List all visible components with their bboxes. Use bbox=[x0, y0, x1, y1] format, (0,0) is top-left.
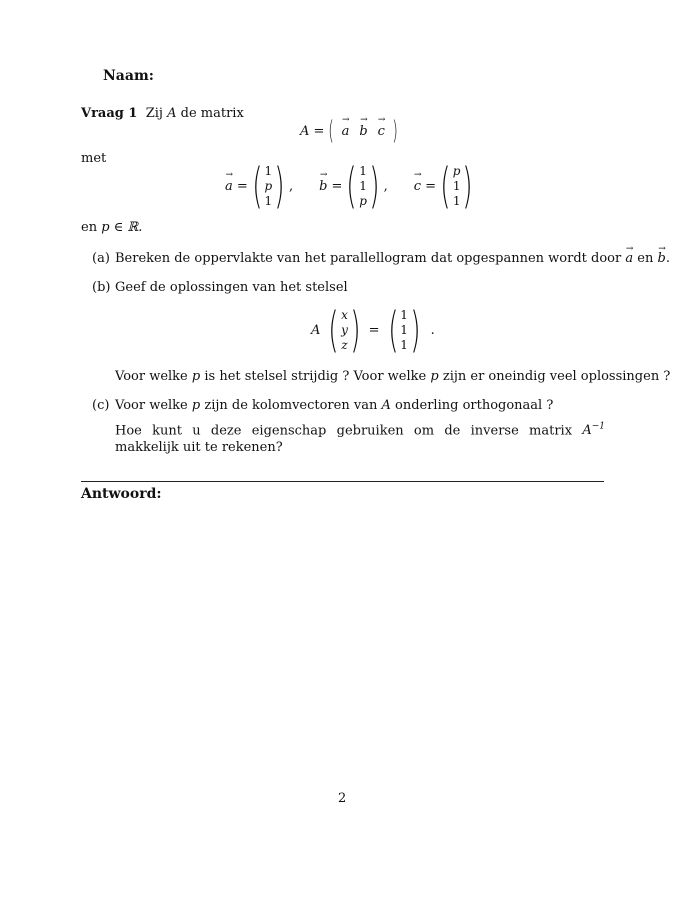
en-text: en bbox=[81, 220, 98, 235]
page-number: 2 bbox=[338, 791, 347, 806]
vector-c-name: → c bbox=[414, 179, 421, 194]
answer-divider bbox=[81, 481, 604, 482]
part-a-vector-b: → b bbox=[657, 250, 665, 267]
vector-a: ( 1 p 1 ) bbox=[252, 158, 285, 214]
linear-system: A ( x y z ) = ( 1 1 1 ) . bbox=[311, 302, 435, 358]
vector-c-entry: 1 bbox=[452, 193, 461, 208]
vector-b: ( 1 1 p ) bbox=[346, 158, 380, 214]
matrix-symbol: A bbox=[167, 106, 177, 121]
vector-a-entry: 1 bbox=[264, 163, 273, 178]
matrix-col-b: → b bbox=[359, 124, 367, 139]
rhs-entry: 1 bbox=[400, 322, 408, 337]
part-c-q1b: zijn de kolomvectoren van bbox=[204, 398, 378, 413]
part-b-question-3: zijn er oneindig veel oplossingen ? bbox=[442, 369, 671, 384]
unknown-entry: z bbox=[341, 337, 348, 352]
rhs-entry: 1 bbox=[400, 337, 408, 352]
matrix-definition bbox=[300, 118, 400, 144]
part-c-label: (c) bbox=[92, 398, 110, 413]
part-b-question: Voor welke p is het stelsel strijdig ? Voor welke p zijn er oneindig veel oplossingen ? bbox=[115, 369, 671, 384]
vector-b-entry: 1 bbox=[359, 178, 367, 193]
vector-c-entry: 1 bbox=[452, 178, 461, 193]
de-matrix-text: de matrix bbox=[180, 106, 244, 121]
question-intro-text: Zij bbox=[145, 106, 163, 121]
domain-expression: p ∈ ℝ. bbox=[101, 220, 143, 235]
vector-b-entry: 1 bbox=[359, 163, 367, 178]
vector-a-name: → a bbox=[225, 179, 233, 194]
part-a-vector-a: → a bbox=[625, 250, 633, 267]
vector-b-entry: p bbox=[359, 193, 367, 208]
question-intro bbox=[81, 105, 244, 122]
domain-line bbox=[81, 220, 142, 235]
vector-c: ( p 1 1 ) bbox=[440, 158, 474, 214]
vector-definitions: → a = ( 1 p 1 ) , → b = ( 1 1 p ) , → c = ( p 1 1 ) bbox=[225, 162, 477, 210]
name-label: Naam: bbox=[103, 68, 154, 84]
part-a-text: Bereken de oppervlakte van het parallellogram dat opgespannen wordt door bbox=[115, 251, 622, 266]
matrix-col-a: → a bbox=[342, 124, 350, 139]
matrix-lhs: A = bbox=[300, 123, 325, 139]
part-c-q1c: onderling orthogonaal ? bbox=[395, 398, 554, 413]
part-c-q2b: makkelijk uit te rekenen? bbox=[115, 440, 283, 456]
unknown-entry: x bbox=[341, 307, 348, 322]
part-c-matrix-symbol: A bbox=[381, 398, 391, 413]
part-b-question-2: is het stelsel strijdig ? Voor welke bbox=[204, 369, 427, 384]
unknowns-vector: ( x y z ) bbox=[328, 302, 361, 358]
vector-a-entry: 1 bbox=[264, 193, 273, 208]
question-label: Vraag 1 bbox=[81, 106, 138, 121]
answer-label: Antwoord: bbox=[81, 486, 162, 502]
vector-a-entry: p bbox=[264, 178, 273, 193]
rhs-entry: 1 bbox=[400, 307, 408, 322]
left-paren: ( bbox=[328, 116, 335, 146]
unknown-entry: y bbox=[341, 322, 348, 337]
part-c-q1a: Voor welke bbox=[115, 398, 188, 413]
right-paren: ) bbox=[392, 116, 398, 146]
part-b-label: (b) bbox=[92, 280, 111, 295]
matrix-col-c: → c bbox=[378, 124, 385, 139]
met-text: met bbox=[81, 151, 107, 166]
rhs-vector: ( 1 1 1 ) bbox=[387, 302, 421, 358]
part-a-label: (a) bbox=[92, 251, 110, 266]
part-b-question-1: Voor welke bbox=[115, 369, 188, 384]
part-a-en: en bbox=[637, 251, 654, 266]
part-c-followup: Hoe kunt u deze eigenschap gebruiken om de inverse matrix $A^{-1}$ makkelijk uit te rekenen? bbox=[115, 422, 605, 456]
part-b-text: Geef de oplossingen van het stelsel bbox=[115, 280, 348, 295]
system-lhs-matrix: A bbox=[311, 322, 321, 338]
vector-c-entry: p bbox=[452, 163, 461, 178]
vector-b-name: → b bbox=[319, 179, 327, 194]
part-c-q2a: Hoe kunt u deze eigenschap gebruiken om de inverse matrix bbox=[115, 423, 573, 439]
